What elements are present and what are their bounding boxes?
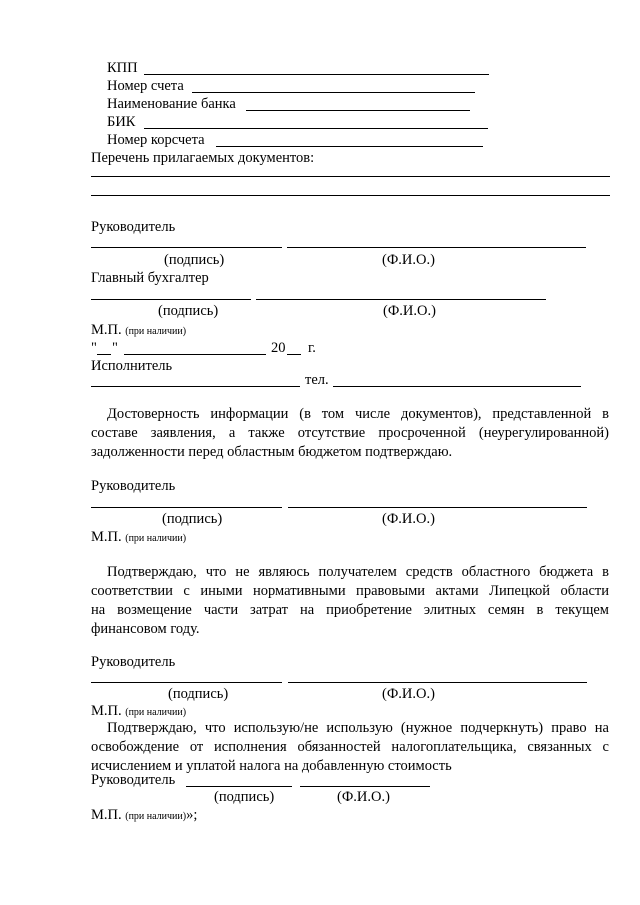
sign-caption-4: (подпись) (168, 686, 229, 702)
director-label-5: Руководитель (91, 772, 176, 788)
stamp-line-1 (91, 322, 186, 338)
date-quote-open: " (91, 340, 97, 356)
paragraph-vat (91, 719, 609, 776)
account-label: Номер счета (107, 78, 184, 94)
date-day-line (97, 354, 111, 355)
date-year-suffix: г. (308, 340, 316, 356)
director-label-4: Руководитель (91, 654, 176, 670)
stamp-line-4 (91, 703, 186, 719)
closing-mark: »; (186, 807, 198, 823)
fio-caption-2: (Ф.И.О.) (383, 303, 436, 319)
corr-account-label: Номер корсчета (107, 132, 205, 148)
stamp-line-5 (91, 807, 197, 823)
paragraph-line: исчислением и уплатой налога на добавленную стоимость (91, 758, 452, 774)
director-sign-line-1 (91, 247, 282, 248)
date-year-line (287, 354, 301, 355)
date-year-prefix: 20 (271, 340, 286, 356)
sign-caption-1: (подпись) (164, 252, 225, 268)
director-label-1: Руководитель (91, 219, 176, 235)
sign-caption-3: (подпись) (162, 511, 223, 527)
bank-name-label: Наименование банка (107, 96, 236, 112)
kpp-label: КПП (107, 60, 138, 76)
stamp-note-4: (при наличии) (125, 707, 187, 718)
corr-account-line (216, 146, 483, 147)
fio-caption-1: (Ф.И.О.) (382, 252, 435, 268)
date-quote-close: " (112, 340, 118, 356)
paragraph-line: финансовом году. (91, 621, 200, 637)
executor-label: Исполнитель (91, 358, 173, 374)
paragraph-line: Подтверждаю, что не являюсь получателем средств областного бюджета в (107, 564, 609, 580)
bik-label: БИК (107, 114, 136, 130)
paragraph-reliability (91, 405, 609, 462)
paragraph-line: Достоверность информации (в том числе документов), представленной в (107, 406, 609, 422)
paragraph-line: освобождение от исполнения обязанностей налогоплательщика, связанных с (91, 739, 609, 755)
fio-caption-4: (Ф.И.О.) (382, 686, 435, 702)
attachments-label: Перечень прилагаемых документов: (91, 150, 315, 166)
chief-accountant-label: Главный бухгалтер (91, 270, 209, 286)
executor-name-line (91, 386, 300, 387)
attachments-line-1 (91, 176, 610, 177)
director-fio-line-3 (288, 507, 587, 508)
stamp-note-3: (при наличии) (125, 533, 187, 544)
fio-caption-3: (Ф.И.О.) (382, 511, 435, 527)
accountant-fio-line (256, 299, 546, 300)
director-label-3: Руководитель (91, 478, 176, 494)
director-sign-line-5 (186, 786, 292, 787)
tel-label: тел. (305, 372, 329, 388)
bik-line (144, 128, 488, 129)
stamp-label-3: М.П. (91, 529, 122, 545)
tel-line (333, 386, 581, 387)
account-line (192, 92, 475, 93)
director-sign-line-3 (91, 507, 282, 508)
stamp-label-4: М.П. (91, 703, 122, 719)
paragraph-line: на возмещение части затрат на приобретение элитных семян в текущем (91, 602, 609, 618)
bank-name-line (246, 110, 470, 111)
stamp-label-5: М.П. (91, 807, 122, 823)
paragraph-line: составе заявления, а также отсутствие просроченной (неурегулированной) (91, 425, 609, 441)
attachments-line-2 (91, 195, 610, 196)
director-fio-line-1 (287, 247, 586, 248)
stamp-note-5: (при наличии) (125, 811, 187, 822)
paragraph-not-recipient (91, 563, 609, 639)
stamp-note-1: (при наличии) (125, 326, 187, 337)
kpp-line (144, 74, 489, 75)
stamp-line-3 (91, 529, 186, 545)
paragraph-line: соответствии с иными нормативными правовыми актами Липецкой области (91, 583, 609, 599)
fio-caption-5: (Ф.И.О.) (337, 789, 390, 805)
date-month-line (124, 354, 266, 355)
director-sign-line-4 (91, 682, 282, 683)
paragraph-line: Подтверждаю, что использую/не использую (нужное подчеркнуть) право на (107, 720, 609, 736)
paragraph-line: задолженности перед областным бюджетом подтверждаю. (91, 444, 453, 460)
sign-caption-5: (подпись) (214, 789, 275, 805)
director-fio-line-4 (288, 682, 587, 683)
director-fio-line-5 (300, 786, 430, 787)
stamp-label-1: М.П. (91, 322, 122, 338)
accountant-sign-line (91, 299, 251, 300)
sign-caption-2: (подпись) (158, 303, 219, 319)
